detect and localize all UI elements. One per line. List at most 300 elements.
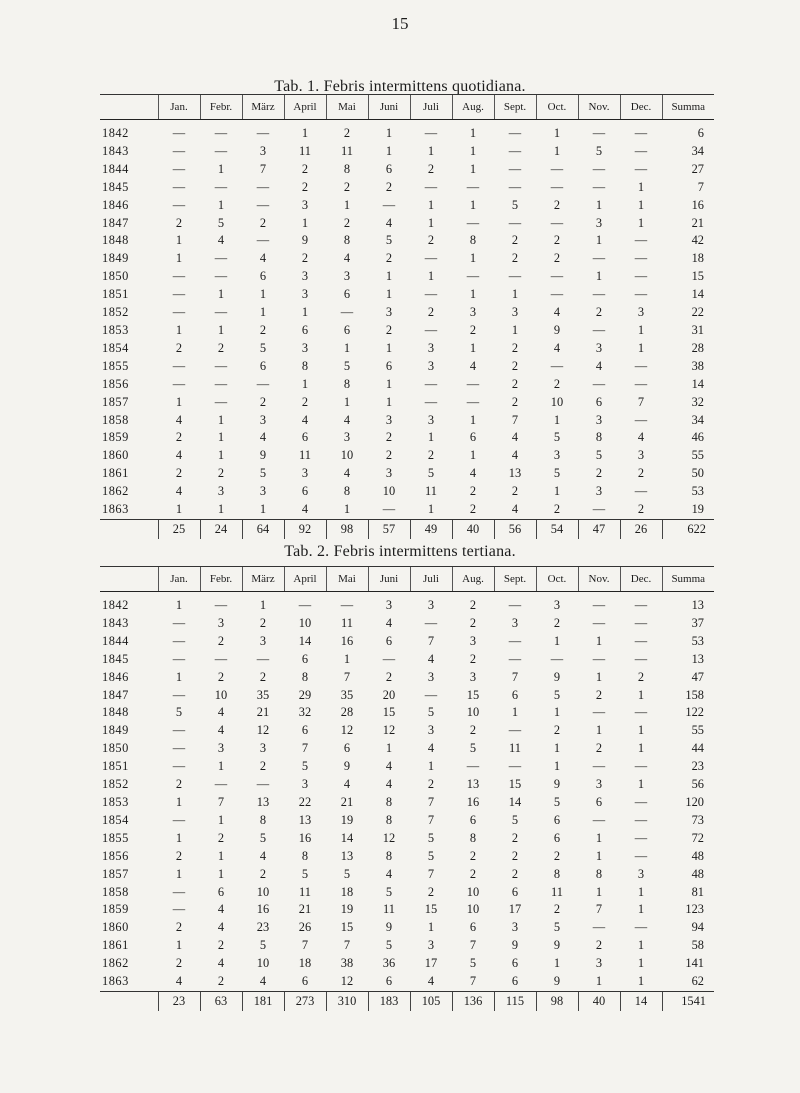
value-cell: 1 <box>217 812 225 827</box>
value-cell: 6 <box>469 920 477 935</box>
value-cell: 2 <box>385 430 393 445</box>
table-row <box>100 704 714 722</box>
value-cell: 6 <box>217 884 225 899</box>
value-cell: 8 <box>301 669 309 684</box>
total-cell: 40 <box>452 519 494 539</box>
value-cell: 9 <box>259 448 267 463</box>
value-cell: 2 <box>217 633 225 648</box>
value-cell: 3 <box>511 615 519 630</box>
value-cell: — <box>382 502 396 517</box>
table-2-title: Tab. 2. Febris intermittens tertiana. <box>284 543 516 560</box>
total-cell: 24 <box>200 519 242 539</box>
table-row <box>100 376 714 394</box>
header-cell: März <box>242 95 284 120</box>
value-cell: 1 <box>553 741 561 756</box>
value-cell: 1 <box>301 305 309 320</box>
header-cell: Summa <box>662 567 714 592</box>
table-row <box>100 776 714 794</box>
value-cell: 6 <box>553 812 561 827</box>
value-cell: 1 <box>553 126 561 140</box>
value-cell: 2 <box>427 161 435 176</box>
value-cell: 3 <box>427 412 435 427</box>
value-cell: — <box>466 394 480 409</box>
value-cell: 2 <box>301 179 309 194</box>
value-cell: 6 <box>511 956 519 971</box>
value-cell: — <box>382 651 396 666</box>
sum-cell: 120 <box>685 794 704 809</box>
value-cell: 7 <box>301 741 309 756</box>
value-cell: — <box>634 287 648 302</box>
year-cell: 1859 <box>102 430 129 445</box>
value-cell: — <box>592 161 606 176</box>
totals-label-cell <box>100 991 158 1011</box>
value-cell: 4 <box>343 412 351 427</box>
year-cell: 1851 <box>102 287 129 302</box>
value-cell: 1 <box>175 830 183 845</box>
value-cell: — <box>424 376 438 391</box>
value-cell: — <box>466 376 480 391</box>
value-cell: 1 <box>175 251 183 266</box>
value-cell: 9 <box>553 974 561 989</box>
value-cell: 1 <box>637 340 645 355</box>
value-cell: 5 <box>385 233 393 248</box>
value-cell: — <box>172 723 186 738</box>
sum-cell: 55 <box>691 448 704 463</box>
year-cell: 1843 <box>102 615 129 630</box>
value-cell: — <box>424 251 438 266</box>
value-cell: — <box>508 651 522 666</box>
value-cell: 8 <box>301 358 309 373</box>
value-cell: — <box>550 287 564 302</box>
value-cell: 4 <box>175 974 183 989</box>
total-cell: 183 <box>368 991 410 1011</box>
value-cell: — <box>592 812 606 827</box>
value-cell: 1 <box>385 269 393 284</box>
value-cell: 8 <box>385 794 393 809</box>
value-cell: — <box>172 687 186 702</box>
header-row <box>100 95 714 120</box>
sum-cell: 46 <box>691 430 704 445</box>
value-cell: 1 <box>511 287 519 302</box>
value-cell: 1 <box>175 866 183 881</box>
value-cell: 2 <box>343 215 351 230</box>
value-cell: 1 <box>427 269 435 284</box>
value-cell: — <box>634 812 648 827</box>
value-cell: 1 <box>217 430 225 445</box>
value-cell: 1 <box>217 848 225 863</box>
value-cell: 2 <box>427 777 435 792</box>
value-cell: 4 <box>553 305 561 320</box>
value-cell: 2 <box>511 830 519 845</box>
value-cell: 3 <box>385 412 393 427</box>
table-row <box>100 250 714 268</box>
value-cell: 6 <box>301 974 309 989</box>
value-cell: — <box>424 287 438 302</box>
value-cell: 4 <box>385 215 393 230</box>
value-cell: 4 <box>469 358 477 373</box>
value-cell: 5 <box>343 358 351 373</box>
total-cell: 105 <box>410 991 452 1011</box>
page-number: 15 <box>391 14 409 33</box>
value-cell: — <box>214 394 228 409</box>
table-row <box>100 901 714 919</box>
year-cell: 1847 <box>102 687 129 702</box>
value-cell: — <box>508 143 522 158</box>
value-cell: — <box>214 651 228 666</box>
year-cell: 1847 <box>102 215 129 230</box>
value-cell: 5 <box>553 687 561 702</box>
year-cell: 1856 <box>102 848 129 863</box>
value-cell: 3 <box>343 430 351 445</box>
value-cell: 2 <box>511 251 519 266</box>
header-cell: Mai <box>326 95 368 120</box>
value-cell: — <box>466 269 480 284</box>
value-cell: 1 <box>217 866 225 881</box>
value-cell: 4 <box>595 358 603 373</box>
value-cell: 8 <box>595 430 603 445</box>
table-row <box>100 447 714 465</box>
value-cell: 36 <box>382 956 396 971</box>
table-row <box>100 232 714 250</box>
table-row <box>100 633 714 651</box>
value-cell: 7 <box>511 412 519 427</box>
value-cell: — <box>634 143 648 158</box>
table-row <box>100 955 714 973</box>
value-cell: 3 <box>259 412 267 427</box>
value-cell: 15 <box>508 777 522 792</box>
value-cell: 1 <box>427 759 435 774</box>
value-cell: 11 <box>425 484 437 499</box>
year-cell: 1846 <box>102 669 129 684</box>
year-cell: 1848 <box>102 233 129 248</box>
value-cell: 2 <box>511 394 519 409</box>
header-cell: Dec. <box>620 95 662 120</box>
value-cell: 13 <box>298 812 312 827</box>
value-cell: 2 <box>175 956 183 971</box>
header-cell: Nov. <box>578 95 620 120</box>
value-cell: 7 <box>427 633 435 648</box>
value-cell: 1 <box>469 251 477 266</box>
table-row <box>100 304 714 322</box>
year-cell: 1857 <box>102 394 129 409</box>
year-cell: 1849 <box>102 251 129 266</box>
value-cell: 2 <box>469 651 477 666</box>
value-cell: — <box>634 759 648 774</box>
value-cell: 16 <box>256 902 270 917</box>
table-row <box>100 143 714 161</box>
value-cell: 4 <box>217 705 225 720</box>
value-cell: — <box>634 233 648 248</box>
value-cell: 14 <box>340 830 354 845</box>
value-cell: 1 <box>595 633 603 648</box>
value-cell: 3 <box>217 615 225 630</box>
value-cell: 1 <box>469 197 477 212</box>
value-cell: — <box>634 920 648 935</box>
value-cell: 1 <box>217 448 225 463</box>
value-cell: 3 <box>385 598 393 612</box>
value-cell: 1 <box>595 233 603 248</box>
table-header <box>100 95 714 120</box>
total-cell: 98 <box>326 519 368 539</box>
table-row <box>100 161 714 179</box>
value-cell: — <box>214 143 228 158</box>
value-cell: 4 <box>343 466 351 481</box>
value-cell: 2 <box>175 920 183 935</box>
value-cell: 7 <box>637 394 645 409</box>
value-cell: — <box>550 358 564 373</box>
value-cell: — <box>634 830 648 845</box>
value-cell: — <box>550 651 564 666</box>
value-cell: 5 <box>553 466 561 481</box>
value-cell: 3 <box>385 305 393 320</box>
value-cell: 2 <box>553 376 561 391</box>
value-cell: 11 <box>299 448 311 463</box>
year-cell: 1852 <box>102 777 129 792</box>
table-row <box>100 394 714 412</box>
value-cell: 1 <box>217 287 225 302</box>
value-cell: 8 <box>343 233 351 248</box>
value-cell: — <box>172 884 186 899</box>
value-cell: 1 <box>385 143 393 158</box>
sum-cell: 31 <box>691 322 704 337</box>
value-cell: 1 <box>595 669 603 684</box>
total-cell: 622 <box>662 519 714 539</box>
value-cell: — <box>508 126 522 140</box>
value-cell: 2 <box>595 305 603 320</box>
value-cell: 8 <box>385 812 393 827</box>
value-cell: — <box>508 759 522 774</box>
year-cell: 1853 <box>102 794 129 809</box>
value-cell: 4 <box>217 956 225 971</box>
value-cell: — <box>256 126 270 140</box>
value-cell: 14 <box>508 794 522 809</box>
value-cell: — <box>592 920 606 935</box>
table-1-title: Tab. 1. Febris intermittens quotidiana. <box>274 78 526 95</box>
value-cell: — <box>466 759 480 774</box>
value-cell: 1 <box>595 723 603 738</box>
year-cell: 1846 <box>102 197 129 212</box>
value-cell: 2 <box>637 466 645 481</box>
header-cell: Febr. <box>200 95 242 120</box>
value-cell: 1 <box>217 412 225 427</box>
value-cell: 18 <box>298 956 312 971</box>
value-cell: 1 <box>175 669 183 684</box>
table-row <box>100 830 714 848</box>
value-cell: 4 <box>217 233 225 248</box>
value-cell: 2 <box>553 902 561 917</box>
value-cell: 2 <box>427 305 435 320</box>
value-cell: 6 <box>385 974 393 989</box>
value-cell: — <box>172 812 186 827</box>
header-row <box>100 567 714 592</box>
sum-cell: 62 <box>691 974 704 989</box>
value-cell: 2 <box>217 466 225 481</box>
value-cell: 2 <box>469 723 477 738</box>
value-cell: 4 <box>259 974 267 989</box>
year-cell: 1842 <box>102 598 129 612</box>
value-cell: 3 <box>427 598 435 612</box>
value-cell: 5 <box>595 143 603 158</box>
table-row <box>100 483 714 501</box>
year-cell: 1859 <box>102 902 129 917</box>
value-cell: 1 <box>427 215 435 230</box>
value-cell: — <box>634 848 648 863</box>
value-cell: 10 <box>340 448 354 463</box>
value-cell: 1 <box>553 143 561 158</box>
value-cell: 19 <box>340 812 354 827</box>
value-cell: — <box>634 126 648 140</box>
sum-cell: 19 <box>691 502 704 517</box>
value-cell: 2 <box>427 233 435 248</box>
value-cell: 10 <box>298 615 312 630</box>
value-cell: 32 <box>298 705 312 720</box>
sum-cell: 56 <box>691 777 704 792</box>
sum-cell: 53 <box>691 633 704 648</box>
value-cell: 2 <box>175 215 183 230</box>
value-cell: 9 <box>385 920 393 935</box>
value-cell: — <box>592 126 606 140</box>
value-cell: 2 <box>469 598 477 612</box>
value-cell: — <box>172 179 186 194</box>
table-row <box>100 358 714 376</box>
value-cell: 3 <box>511 305 519 320</box>
value-cell: 2 <box>259 322 267 337</box>
value-cell: 3 <box>427 358 435 373</box>
value-cell: 3 <box>301 197 309 212</box>
value-cell: — <box>424 687 438 702</box>
value-cell: 2 <box>217 830 225 845</box>
table-body <box>100 120 714 520</box>
value-cell: 1 <box>175 598 183 612</box>
value-cell: 7 <box>427 812 435 827</box>
value-cell: 9 <box>511 938 519 953</box>
header-cell: Sept. <box>494 567 536 592</box>
value-cell: 1 <box>595 974 603 989</box>
sum-cell: 72 <box>691 830 704 845</box>
value-cell: 8 <box>385 848 393 863</box>
table-row <box>100 340 714 358</box>
value-cell: 15 <box>466 687 480 702</box>
value-cell: 35 <box>340 687 354 702</box>
value-cell: 38 <box>340 956 354 971</box>
value-cell: — <box>214 598 228 612</box>
value-cell: — <box>592 598 606 612</box>
value-cell: 6 <box>385 358 393 373</box>
year-cell: 1842 <box>102 126 129 140</box>
value-cell: 1 <box>385 741 393 756</box>
value-cell: 2 <box>511 848 519 863</box>
value-cell: 2 <box>301 161 309 176</box>
total-cell: 57 <box>368 519 410 539</box>
year-cell: 1862 <box>102 956 129 971</box>
year-cell: 1857 <box>102 866 129 881</box>
value-cell: 9 <box>553 777 561 792</box>
sum-cell: 38 <box>691 358 704 373</box>
total-cell: 23 <box>158 991 200 1011</box>
value-cell: 6 <box>553 830 561 845</box>
value-cell: 2 <box>259 394 267 409</box>
value-cell: 3 <box>595 777 603 792</box>
value-cell: 1 <box>385 340 393 355</box>
value-cell: 1 <box>259 598 267 612</box>
year-cell: 1861 <box>102 938 129 953</box>
value-cell: 7 <box>595 902 603 917</box>
value-cell: 2 <box>595 687 603 702</box>
sum-cell: 16 <box>691 197 704 212</box>
value-cell: 4 <box>259 251 267 266</box>
value-cell: 2 <box>427 884 435 899</box>
value-cell: — <box>214 305 228 320</box>
value-cell: — <box>214 269 228 284</box>
value-cell: 20 <box>382 687 396 702</box>
value-cell: — <box>172 759 186 774</box>
value-cell: 2 <box>385 448 393 463</box>
value-cell: 15 <box>424 902 438 917</box>
sum-cell: 48 <box>691 866 704 881</box>
value-cell: 1 <box>469 448 477 463</box>
value-cell: 2 <box>469 848 477 863</box>
value-cell: 1 <box>469 126 477 140</box>
year-cell: 1852 <box>102 305 129 320</box>
sum-cell: 32 <box>691 394 704 409</box>
value-cell: 1 <box>301 126 309 140</box>
value-cell: 2 <box>175 466 183 481</box>
sum-cell: 27 <box>691 161 704 176</box>
value-cell: — <box>172 305 186 320</box>
value-cell: 6 <box>301 322 309 337</box>
value-cell: 3 <box>301 466 309 481</box>
value-cell: 8 <box>259 812 267 827</box>
value-cell: 12 <box>382 723 396 738</box>
value-cell: 1 <box>175 502 183 517</box>
value-cell: 6 <box>259 269 267 284</box>
value-cell: — <box>172 197 186 212</box>
value-cell: 22 <box>298 794 312 809</box>
header-cell: Summa <box>662 95 714 120</box>
value-cell: 1 <box>259 502 267 517</box>
value-cell: — <box>172 902 186 917</box>
value-cell: 1 <box>553 705 561 720</box>
value-cell: — <box>508 161 522 176</box>
value-cell: 1 <box>637 179 645 194</box>
value-cell: — <box>256 233 270 248</box>
value-cell: — <box>634 633 648 648</box>
value-cell: 5 <box>427 848 435 863</box>
value-cell: 4 <box>511 448 519 463</box>
value-cell: — <box>592 759 606 774</box>
total-cell: 26 <box>620 519 662 539</box>
value-cell: 12 <box>340 974 354 989</box>
value-cell: — <box>172 287 186 302</box>
value-cell: 6 <box>385 633 393 648</box>
table-row <box>100 866 714 884</box>
value-cell: 2 <box>553 197 561 212</box>
value-cell: 6 <box>511 884 519 899</box>
value-cell: 1 <box>637 938 645 953</box>
value-cell: 4 <box>511 430 519 445</box>
table-row <box>100 615 714 633</box>
value-cell: 1 <box>469 161 477 176</box>
value-cell: 5 <box>259 340 267 355</box>
table-totals <box>100 991 714 1011</box>
value-cell: 8 <box>301 848 309 863</box>
value-cell: 5 <box>259 938 267 953</box>
value-cell: 16 <box>340 633 354 648</box>
value-cell: 2 <box>217 340 225 355</box>
value-cell: 4 <box>385 615 393 630</box>
value-cell: 9 <box>553 669 561 684</box>
total-cell: 63 <box>200 991 242 1011</box>
